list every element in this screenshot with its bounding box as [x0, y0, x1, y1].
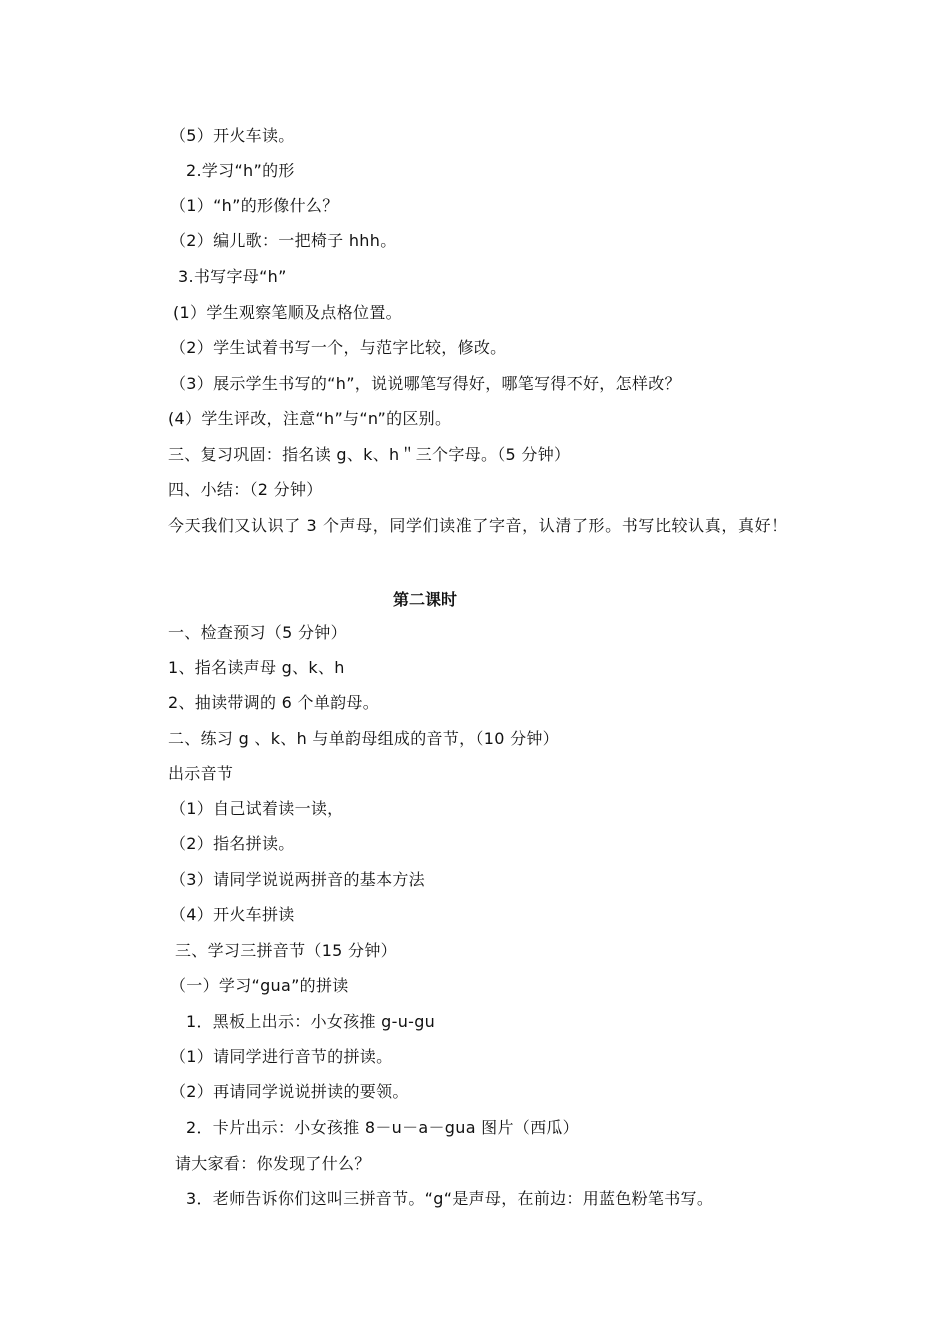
text-line: （1）自己试着读一读，	[170, 799, 344, 818]
text-line: 出示音节	[168, 764, 234, 783]
text-line: （2）指名拼读。	[170, 834, 295, 853]
text-line: （4）开火车拼读	[170, 905, 295, 924]
text-line: （1）“h”的形像什么？	[170, 196, 339, 215]
text-line: 2、抽读带调的 6 个单韵母。	[168, 693, 380, 712]
text-line: 一、检查预习（5 分钟）	[168, 623, 347, 642]
text-line: （5）开火车读。	[170, 126, 295, 145]
text-line: 三、学习三拼音节（15 分钟）	[175, 941, 397, 960]
text-line: 1．黑板上出示：小女孩推 g-u-gu	[186, 1012, 436, 1031]
text-line: 四、小结：（2 分钟）	[168, 480, 323, 499]
text-line: （2）编儿歌：一把椅子 hhh。	[170, 231, 397, 250]
text-line: (4）学生评改，注意“h”与“n”的区别。	[168, 409, 452, 428]
text-line: （一）学习“gua”的拼读	[170, 976, 349, 995]
text-line: 三、复习巩固：指名读 g、k、h＂三个字母。（5 分钟）	[168, 445, 571, 464]
text-line: （3）展示学生书写的“h”，说说哪笔写得好，哪笔写得不好，怎样改？	[170, 374, 681, 393]
text-line: 3．老师告诉你们这叫三拼音节。“g“是声母，在前边：用蓝色粉笔书写。	[186, 1189, 714, 1208]
text-line: （2）学生试着书写一个，与范字比较，修改。	[170, 338, 507, 357]
text-line: 1、指名读声母 g、k、h	[168, 658, 345, 677]
text-line: （2）再请同学说说拼读的要领。	[170, 1082, 409, 1101]
text-line: 3.书写字母“h”	[178, 267, 287, 286]
summary-paragraph: 今天我们又认识了 3 个声母，同学们读准了字音，认清了形。书写比较认真，真好！	[168, 516, 788, 535]
text-line: （1）请同学进行音节的拼读。	[170, 1047, 393, 1066]
section-heading: 第二课时	[392, 590, 457, 609]
text-line: 2．卡片出示：小女孩推 8－u－a－gua 图片（西瓜）	[186, 1118, 579, 1137]
text-line: 二、练习 g 、k、h 与单韵母组成的音节，（10 分钟）	[168, 729, 559, 748]
text-line: (1）学生观察笔顺及点格位置。	[173, 303, 402, 322]
text-line: （3）请同学说说两拼音的基本方法	[170, 870, 425, 889]
text-line: 2.学习“h”的形	[186, 161, 295, 180]
text-line: 请大家看：你发现了什么？	[175, 1154, 371, 1173]
